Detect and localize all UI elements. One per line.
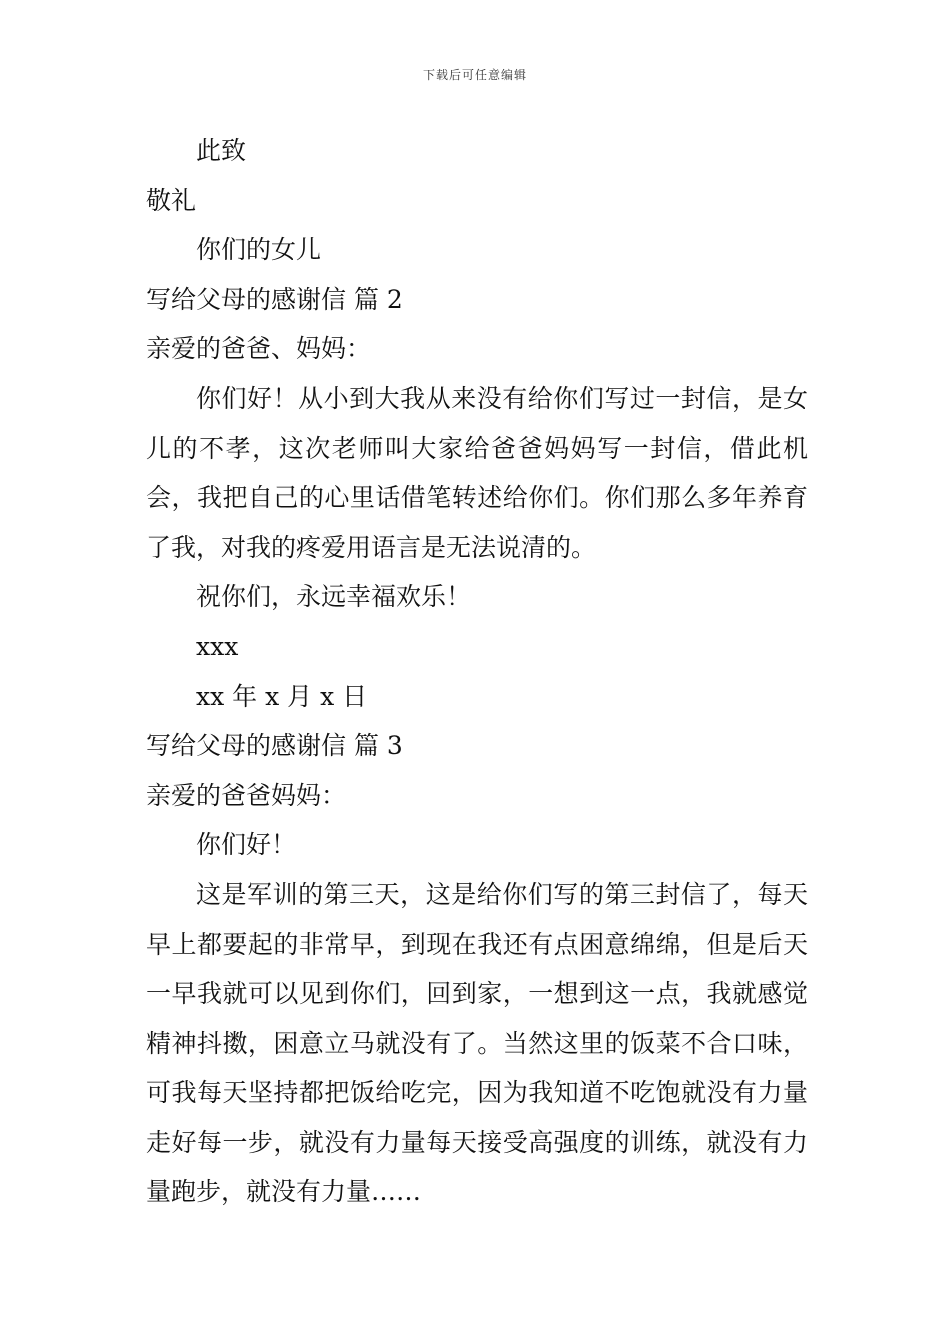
greeting-2: 亲爱的爸爸、妈妈： — [146, 334, 372, 364]
document-body — [146, 126, 808, 1217]
signature: 你们的女儿 — [196, 235, 322, 265]
page-header-note: 下载后可任意编辑 — [422, 68, 527, 82]
closing-salutation: 此致 — [196, 136, 247, 165]
letter-title-3: 写给父母的感谢信 篇 3 — [146, 731, 403, 761]
letter-3-body: 这是军训的第三天，这是给你们写的第三封信了，每天早上都要起的非常早，到现在我还有点困意绵绵，但是后天一早我就可以见到你们，回到家，一想到这一点，我就感觉精神抖擞，困意立马就没有了。当然这里的饭菜不合口味，可我每天坚持都把饭给吃完，因为我知道不吃饱就没有力量走好每一步，就没有力量每天接受高强度的训练，就没有力量跑步，就没有力量…… — [146, 879, 808, 1207]
greeting-3: 亲爱的爸爸妈妈： — [146, 780, 347, 810]
letter-2-signature: xxx — [196, 631, 239, 661]
letter-3-hello: 你们好！ — [196, 830, 297, 860]
letter-2-body: 你们好！从小到大我从来没有给你们写过一封信，是女儿的不孝，这次老师叫大家给爸爸妈妈写一封信，借此机会，我把自己的心里话借笔转述给你们。你们那么多年养育了我，对我的疼爱用语言是无法说清的。 — [146, 383, 808, 562]
letter-title-2: 写给父母的感谢信 篇 2 — [146, 284, 403, 314]
closing-respect: 敬礼 — [146, 185, 197, 215]
letter-2-wish: 祝你们，永远幸福欢乐！ — [196, 582, 472, 612]
letter-2-date: xx 年 x 月 x 日 — [196, 681, 368, 711]
